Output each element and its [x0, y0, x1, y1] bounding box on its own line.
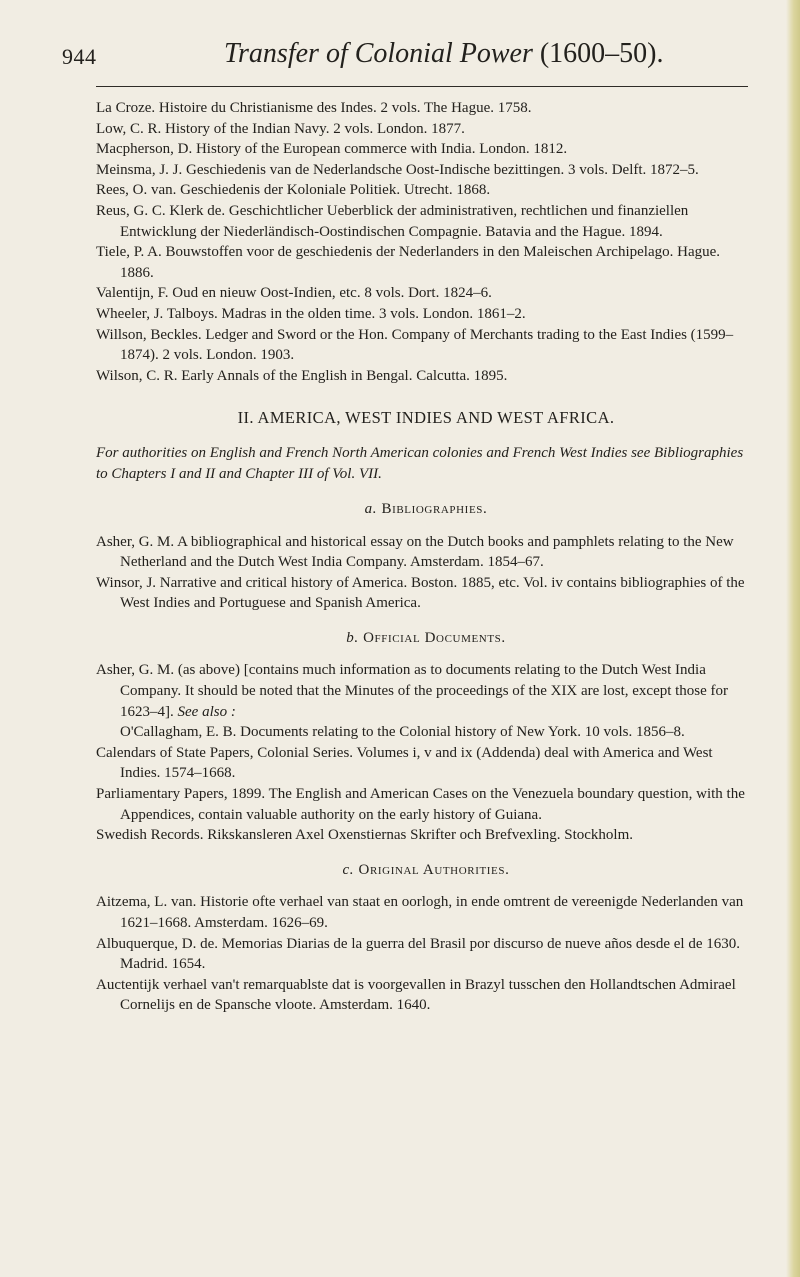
bib-entry: Parliamentary Papers, 1899. The English and American Cases on the Venezuela boundary question, with the Appendices, contain valuable authority on the early history of Guiana.: [96, 786, 745, 823]
subsection-heading-bibliographies: a. Bibliographies.: [364, 500, 488, 517]
subsection-heading-official-documents: b. Official Documents.: [346, 629, 506, 646]
page-number: 944: [62, 44, 97, 69]
bib-entry: Rees, O. van. Geschiedenis der Koloniale Politiek. Utrecht. 1868.: [96, 182, 491, 199]
bib-entry: Calendars of State Papers, Colonial Series. Volumes i, v and ix (Addenda) deal with America and West Indies. 1574–1668.: [96, 744, 713, 782]
bib-entry: Winsor, J. Narrative and critical history of America. Boston. 1885, etc. Vol. iv contains bibliographies of the West Indies and Portuguese and Spanish America.: [96, 574, 745, 612]
bib-entry: Tiele, P. A. Bouwstoffen voor de geschiedenis der Nederlanders in den Maleischen Archipelago. Hague. 1886.: [96, 244, 721, 281]
running-head: [62, 38, 752, 78]
bib-entry: Meinsma, J. J. Geschiedenis van de Nederlandsche Oost-Indische bezittingen. 3 vols. Delft. 1872–5.: [96, 161, 699, 178]
bib-entry: Macpherson, D. History of the European commerce with India. London. 1812.: [96, 141, 568, 158]
section-heading: II. AMERICA, WEST INDIES AND WEST AFRICA.: [237, 408, 615, 428]
bib-entry: Valentijn, F. Oud en nieuw Oost-Indien, etc. 8 vols. Dort. 1824–6.: [96, 285, 492, 302]
running-title: Transfer of Colonial Power (1600–50).: [224, 38, 664, 69]
bib-entry: Willson, Beckles. Ledger and Sword or the Hon. Company of Merchants trading to the East Indies (1599–1874). 2 vols. London. 1903.: [96, 326, 734, 364]
bib-entry: La Croze. Histoire du Christianisme des Indes. 2 vols. The Hague. 1758.: [96, 100, 532, 116]
bib-entry: Swedish Records. Rikskansleren Axel Oxenstiernas Skrifter och Brefvexling. Stockholm.: [96, 827, 633, 844]
bib-entry: Aitzema, L. van. Historie ofte verhael van staat en oorlogh, in ende omtrent de vereenigde Nederlanden van 1621–1668. Amsterdam. 1626–69.: [96, 894, 744, 931]
bib-entry: Low, C. R. History of the Indian Navy. 2 vols. London. 1877.: [96, 120, 465, 137]
bib-entry: Reus, G. C. Klerk de. Geschichtlicher Ueberblick der administrativen, rechtlichen und finanziellen Entwicklung der Niederländisch-Oostindischen Compagnie. Batavia and the Hague. 1894.: [96, 202, 689, 240]
bib-entry: Albuquerque, D. de. Memorias Diarias de la guerra del Brasil por discurso de nueve años desde el de 1630. Madrid. 1654.: [96, 935, 740, 973]
bibliography-body: [96, 98, 756, 1016]
page-edge-stain: [786, 0, 800, 1277]
bib-entry: Asher, G. M. A bibliographical and historical essay on the Dutch books and pamphlets relating to the New Netherland and the Dutch West India Company. Amsterdam. 1854–67.: [96, 533, 734, 571]
bib-entry-indented: O'Callagham, E. B. Documents relating to the Colonial history of New York. 10 vols. 1856–8.: [120, 724, 685, 741]
bib-entry: Auctentijk verhael van't remarquablste dat is voorgevallen in Brazyl tusschen den Hollandtschen Admirael Cornelijs en de Spansche vloote. Amsterdam. 1640.: [96, 976, 736, 1014]
bib-entry: Asher, G. M. (as above) [contains much information as to documents relating to the Dutch West India Company. It should be noted that the Minutes of the proceedings of the XIX are lost, except those for 1623–4]. See also :: [96, 662, 729, 720]
bib-entry: Wheeler, J. Talboys. Madras in the olden time. 3 vols. London. 1861–2.: [96, 305, 526, 322]
section-note: For authorities on English and French North American colonies and French West Indies see Bibliographies to Chapters I and II and Chapter III of Vol. VII.: [96, 444, 744, 482]
subsection-heading-original-authorities: c. Original Authorities.: [342, 861, 510, 878]
bib-entry: Wilson, C. R. Early Annals of the English in Bengal. Calcutta. 1895.: [96, 367, 508, 384]
header-rule: [96, 86, 748, 87]
